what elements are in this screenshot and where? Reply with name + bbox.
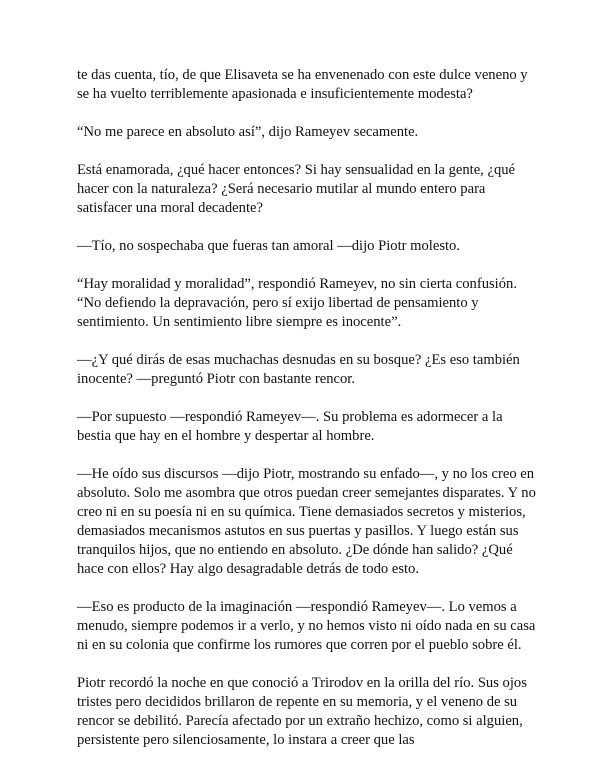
paragraph: —Eso es producto de la imaginación —respondió Rameyev—. Lo vemos a menudo, siempre podemos ir a verlo, y no hemos visto ni oído nada en su casa ni en su colonia que confirme los rumores que corren por el pueblo sobre él. xyxy=(77,599,536,653)
paragraph: —Tío, no sospechaba que fueras tan amoral —dijo Piotr molesto. xyxy=(77,238,461,254)
paragraph: —He oído sus discursos —dijo Piotr, mostrando su enfado—, y no los creo en absoluto. Solo me asombra que otros puedan creer semejantes disparates. Y no creo ni en su poesía ni en su química. Tiene demasiados secretos y misterios, demasiados mecanismos astutos en sus puertas y pasillos. Y luego están sus tranquilos hijos, que no entiendo en absoluto. ¿De dónde han salido? ¿Qué hace con ellos? Hay algo desagradable detrás de todo esto. xyxy=(77,466,536,577)
paragraph: “No me parece en absoluto así”, dijo Rameyev secamente. xyxy=(77,124,419,140)
paragraph: Piotr recordó la noche en que conoció a Trirodov en la orilla del río. Sus ojos tristes pero decididos brillaron de repente en su memoria, y el veneno de su rencor se debilitó. Parecía afectado por un extraño hechizo, como si alguien, persistente pero silenciosamente, lo instara a creer que las xyxy=(77,675,527,748)
paragraph: —¿Y qué dirás de esas muchachas desnudas en su bosque? ¿Es eso también inocente? —preguntó Piotr con bastante rencor. xyxy=(77,352,520,387)
body-text xyxy=(77,66,537,750)
paragraph: —Por supuesto —respondió Rameyev—. Su problema es adormecer a la bestia que hay en el hombre y despertar al hombre. xyxy=(77,409,503,444)
paragraph: “Hay moralidad y moralidad”, respondió Rameyev, no sin cierta confusión. “No defiendo la depravación, pero sí exijo libertad de pensamiento y sentimiento. Un sentimiento libre siempre es inocente”. xyxy=(77,276,517,330)
paragraph: te das cuenta, tío, de que Elisaveta se ha envenenado con este dulce veneno y se ha vuelto terriblemente apasionada e insuficientemente modesta? xyxy=(77,67,528,102)
paragraph: Está enamorada, ¿qué hacer entonces? Si hay sensualidad en la gente, ¿qué hacer con la naturaleza? ¿Será necesario mutilar al mundo entero para satisfacer una moral decadente? xyxy=(77,162,516,216)
